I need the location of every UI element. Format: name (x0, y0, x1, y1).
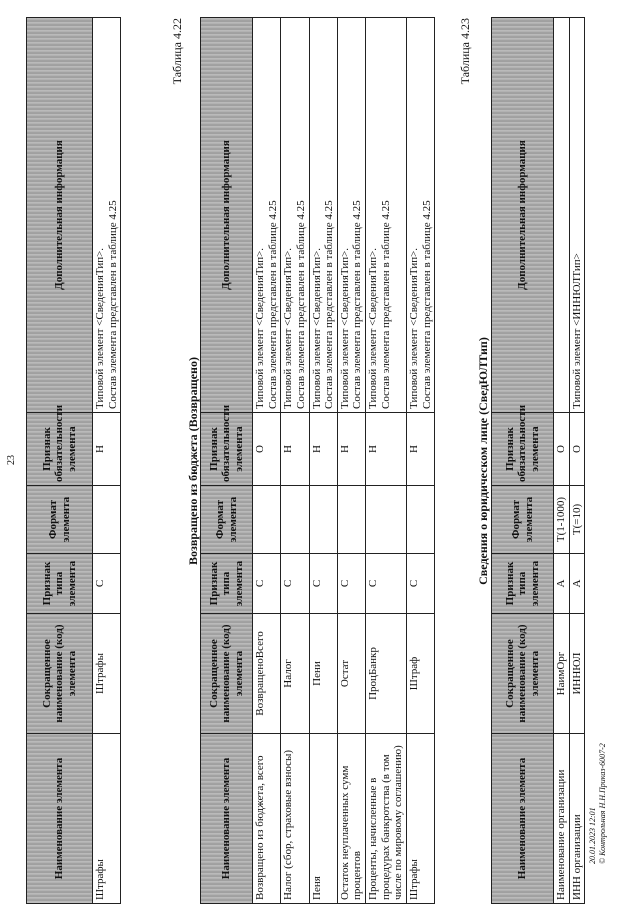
info-line: Состав элемента представлен в таблице 4.25 (323, 200, 336, 409)
info-line: Состав элемента представлен в таблице 4.25 (294, 200, 307, 409)
info-line: Состав элемента представлен в таблице 4.25 (379, 200, 392, 409)
cell-code: Штраф (407, 614, 435, 734)
table-row (281, 18, 309, 904)
stamp-line: © Контрольная Н.Н.Приказ-6007-2 (597, 743, 607, 864)
cell-name: Остаток неуплаченных сумм процентов (337, 734, 365, 904)
cell-format (407, 486, 435, 554)
info-line: Состав элемента представлен в таблице 4.25 (351, 200, 364, 409)
table-4-23-caption: Сведения о юридическом лице (СведЮЛТип) (476, 337, 490, 585)
cell-info (281, 18, 309, 413)
header-type: Признак типа элемента (201, 554, 253, 614)
cell-type: С (309, 554, 337, 614)
cell-info (366, 18, 407, 413)
cell-format (281, 486, 309, 554)
cell-info (407, 18, 435, 413)
cell-name: ИНН организации (569, 734, 585, 904)
cell-req: Н (309, 413, 337, 486)
cell-info (93, 18, 121, 413)
cell-format (337, 486, 365, 554)
cell-info (309, 18, 337, 413)
header-info: Дополнительная информация (27, 18, 93, 413)
cell-name: Пеня (309, 734, 337, 904)
cell-name: Налог (сбор, страховые взносы) (281, 734, 309, 904)
table-row (93, 18, 121, 904)
cell-code: Штрафы (93, 614, 121, 734)
cell-info (253, 18, 281, 413)
table-header-row (201, 18, 253, 904)
cell-name: Проценты, начисленные в процедурах банкротства (в том числе по мировому соглашению) (366, 734, 407, 904)
header-name: Наименование элемента (492, 734, 554, 904)
cell-code: НаимОрг (554, 614, 570, 734)
cell-info (337, 18, 365, 413)
table-4-23 (491, 17, 585, 904)
header-code: Сокращенное наименование (код) элемента (27, 614, 93, 734)
info-line: Состав элемента представлен в таблице 4.25 (106, 200, 119, 409)
cell-type: С (253, 554, 281, 614)
table-header-row (27, 18, 93, 904)
table-row (554, 18, 570, 904)
cell-format (253, 486, 281, 554)
header-info: Дополнительная информация (201, 18, 253, 413)
cell-code: ПроцБанкр (366, 614, 407, 734)
table-top (26, 17, 121, 904)
table-4-22-label: Таблица 4.22 (170, 18, 184, 85)
table-row (253, 18, 281, 904)
header-type: Признак типа элемента (27, 554, 93, 614)
table-4-22-caption: Возвращено из бюджета (Возвращено) (186, 357, 200, 565)
info-line: Состав элемента представлен в таблице 4.25 (420, 200, 433, 409)
table-4-23-label: Таблица 4.23 (458, 18, 472, 85)
cell-req: Н (93, 413, 121, 486)
cell-format (366, 486, 407, 554)
cell-type: С (93, 554, 121, 614)
cell-type: С (407, 554, 435, 614)
cell-req: О (569, 413, 585, 486)
header-name: Наименование элемента (27, 734, 93, 904)
cell-code: ИННЮЛ (569, 614, 585, 734)
header-format: Формат элемента (27, 486, 93, 554)
cell-format: T(=10) (569, 486, 585, 554)
cell-type: А (554, 554, 570, 614)
header-req: Признак обязательности элемента (27, 413, 93, 486)
info-line: Состав элемента представлен в таблице 4.25 (266, 200, 279, 409)
info-line: Типовой элемент <СведенияТип>. (310, 247, 323, 409)
cell-format (309, 486, 337, 554)
cell-name: Наименование организации (554, 734, 570, 904)
page-number: 23 (6, 455, 17, 465)
cell-req: Н (407, 413, 435, 486)
header-req: Признак обязательности элемента (492, 413, 554, 486)
header-format: Формат элемента (201, 486, 253, 554)
cell-code: Остат (337, 614, 365, 734)
info-line: Типовой элемент <СведенияТип>. (408, 247, 421, 409)
cell-code: ВозвращеноВсего (253, 614, 281, 734)
table-row (309, 18, 337, 904)
cell-code: Налог (281, 614, 309, 734)
cell-req: Н (281, 413, 309, 486)
cell-req: Н (366, 413, 407, 486)
cell-req: Н (337, 413, 365, 486)
cell-name: Штрафы (93, 734, 121, 904)
table-row (407, 18, 435, 904)
info-line: Типовой элемент <СведенияТип>. (94, 247, 106, 409)
table-header-row (492, 18, 554, 904)
cell-code: Пени (309, 614, 337, 734)
table-row (337, 18, 365, 904)
cell-type: А (569, 554, 585, 614)
cell-type: С (337, 554, 365, 614)
table-4-22 (200, 17, 435, 904)
header-code: Сокращенное наименование (код) элемента (201, 614, 253, 734)
cell-type: С (281, 554, 309, 614)
cell-format: T(1-1000) (554, 486, 570, 554)
info-line: Типовой элемент <СведенияТип>. (282, 247, 295, 409)
header-info: Дополнительная информация (492, 18, 554, 413)
cell-info (554, 18, 570, 413)
document-stamp (588, 664, 607, 864)
header-name: Наименование элемента (201, 734, 253, 904)
cell-info: Типовой элемент <ИННЮЛТип> (569, 18, 585, 413)
header-type: Признак типа элемента (492, 554, 554, 614)
header-req: Признак обязательности элемента (201, 413, 253, 486)
info-line: Типовой элемент <СведенияТип>. (367, 247, 380, 409)
table-row (366, 18, 407, 904)
cell-req: О (554, 413, 570, 486)
stamp-line: 20.01.2023 12:01 (588, 807, 597, 864)
cell-format (93, 486, 121, 554)
cell-req: О (253, 413, 281, 486)
header-format: Формат элемента (492, 486, 554, 554)
table-row (569, 18, 585, 904)
cell-name: Штрафы (407, 734, 435, 904)
header-code: Сокращенное наименование (код) элемента (492, 614, 554, 734)
info-line: Типовой элемент <СведенияТип>. (254, 247, 266, 409)
cell-name: Возвращено из бюджета, всего (253, 734, 281, 904)
cell-type: С (366, 554, 407, 614)
info-line: Типовой элемент <СведенияТип>. (338, 247, 351, 409)
